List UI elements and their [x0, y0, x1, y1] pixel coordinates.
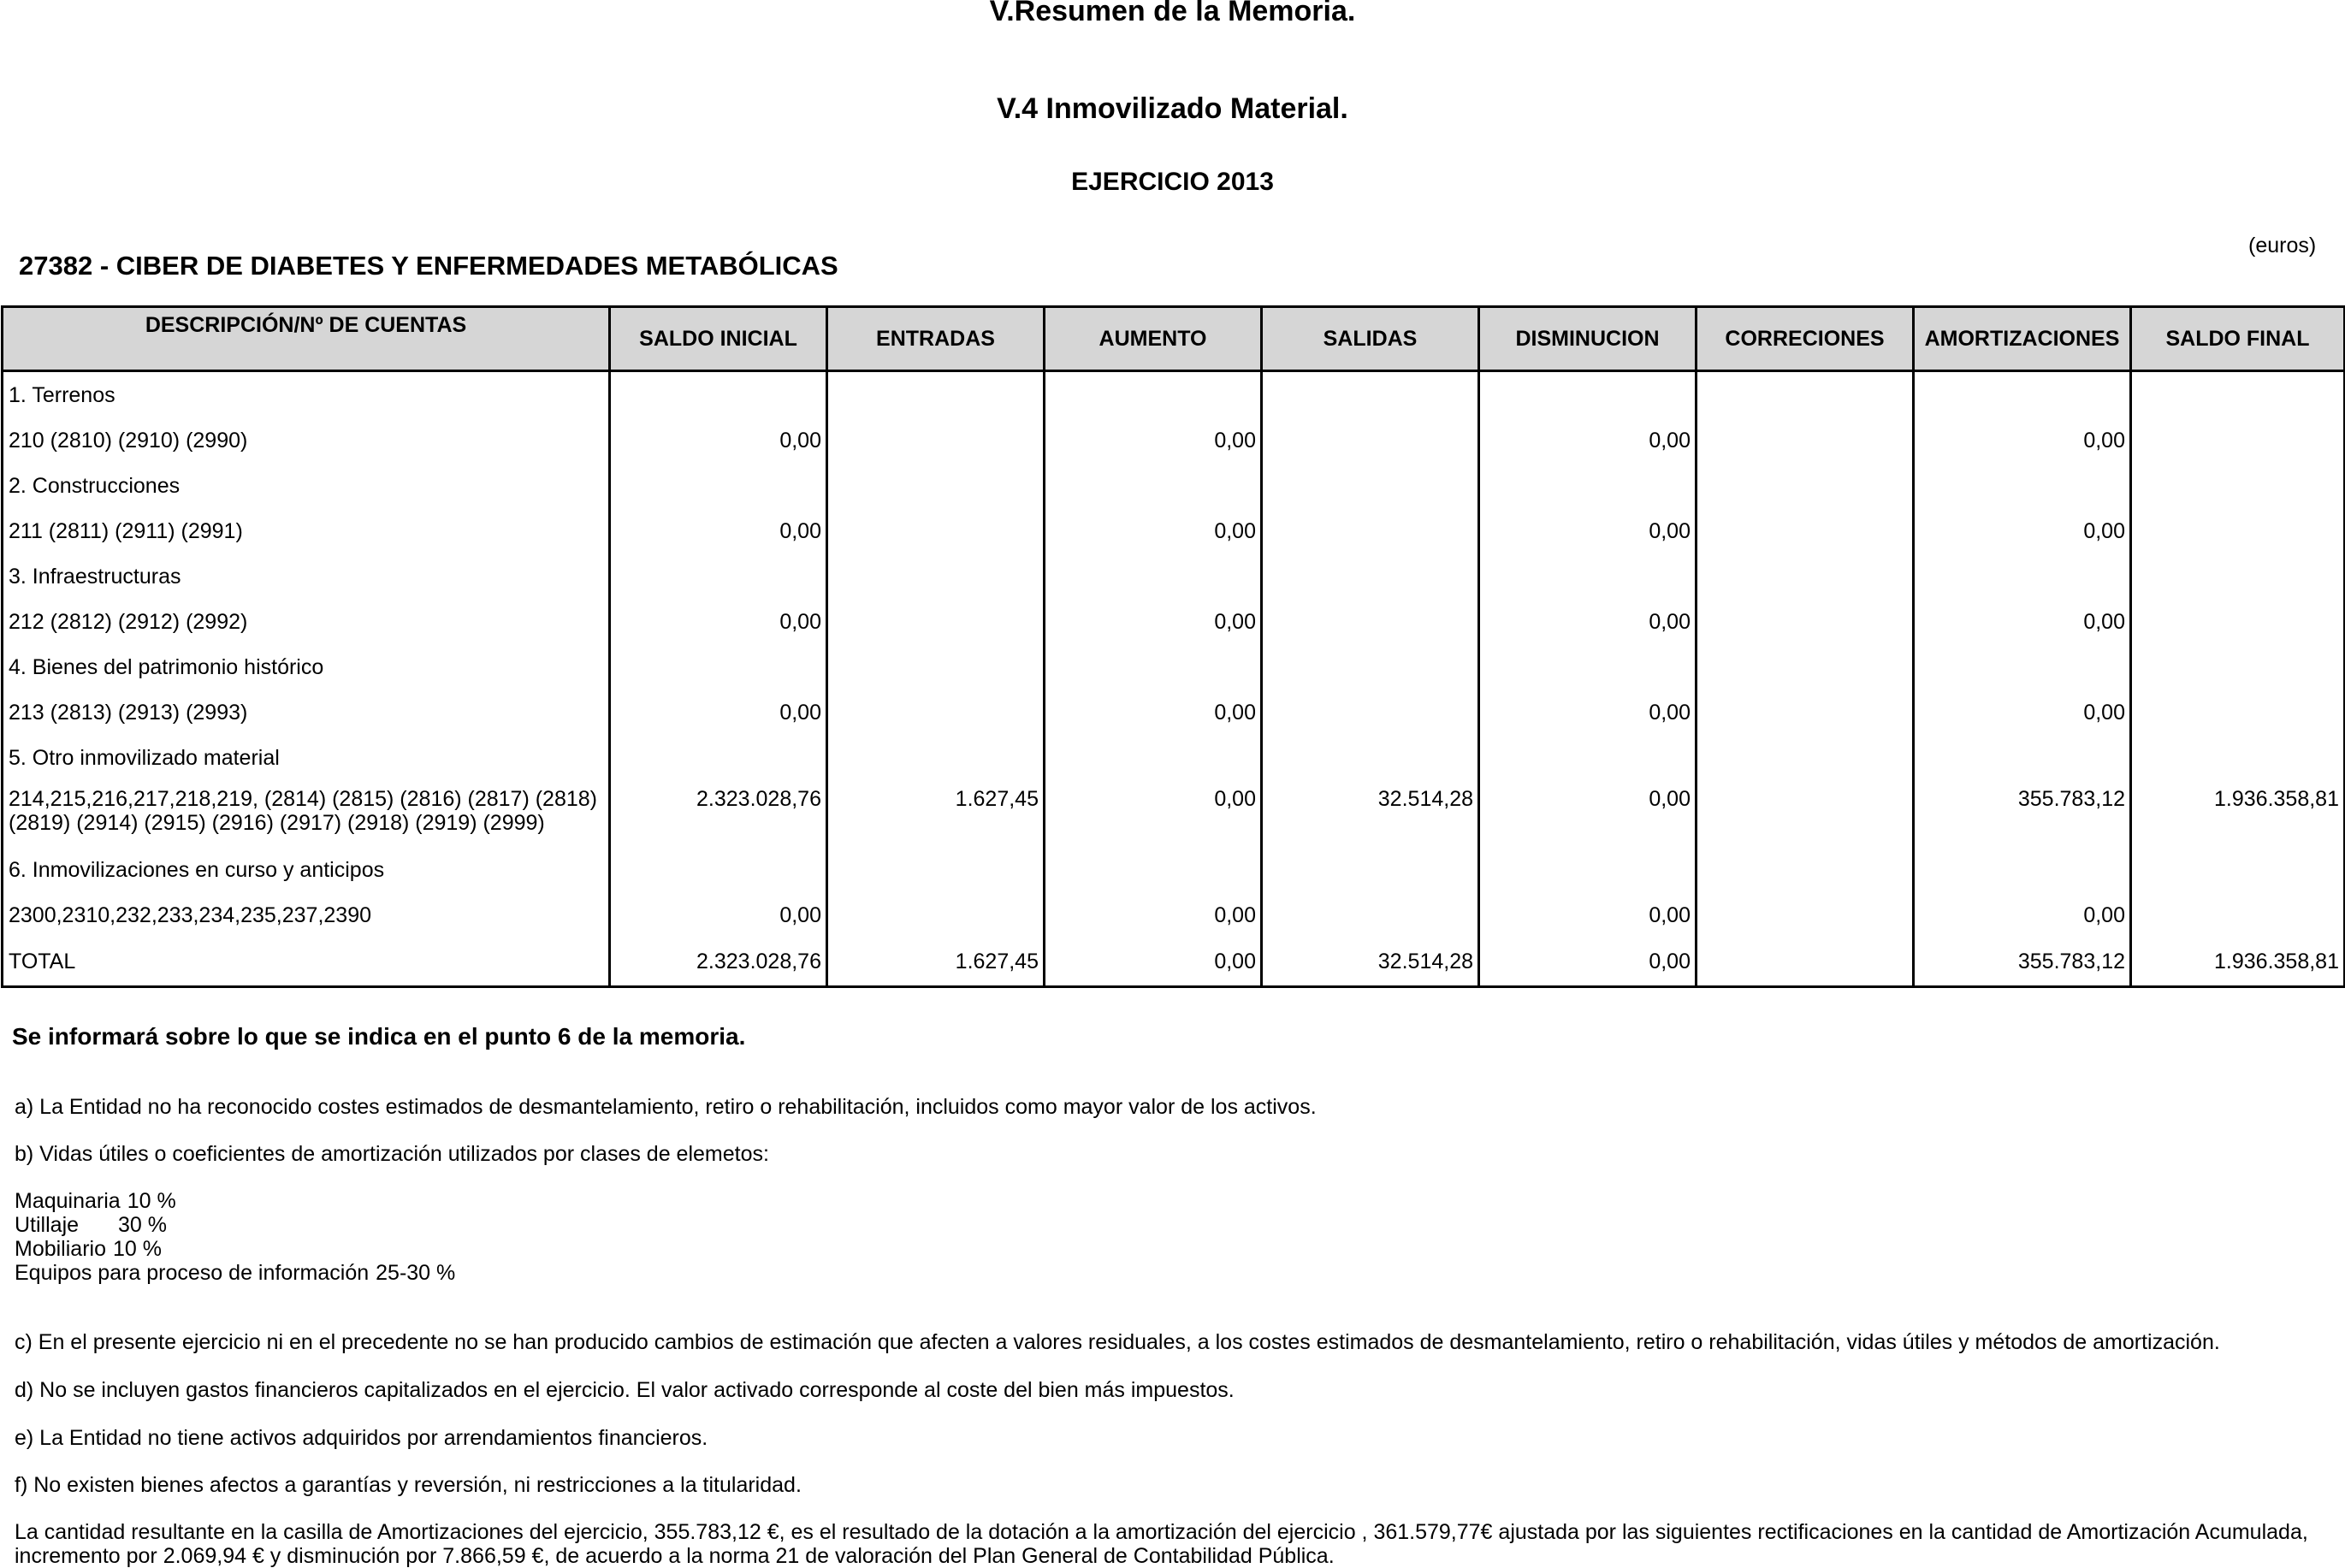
amount-cell: [1697, 735, 1914, 780]
account-description-cell: 213 (2813) (2913) (2993): [3, 689, 610, 735]
amount-cell: 0,00: [610, 689, 827, 735]
amount-cell: 0,00: [1479, 938, 1697, 987]
column-header: AUMENTO: [1045, 307, 1262, 371]
table-row: [3, 599, 2345, 644]
table-row: [3, 553, 2345, 599]
list-item: Equipos para proceso de información 25-30 %: [15, 1261, 456, 1285]
amount-cell: [1262, 847, 1479, 892]
amount-cell: [2131, 735, 2345, 780]
amount-cell: [1479, 735, 1697, 780]
amount-cell: [1479, 644, 1697, 689]
report-subtitle: V.4 Inmovilizado Material.: [997, 92, 1348, 125]
table-row: [3, 689, 2345, 735]
note-final: La cantidad resultante en la casilla de Amortizaciones del ejercicio, 355.783,12 €, es el resultado de la dotación a la amortización del ejercicio , 361.579,77€ ajustada por las siguientes rectificaciones en la cantidad de Amortización Acumulada, incremento por 2.069,94 € y disminución por 7.866,59 €, de acuerdo a la norma 21 de valoración del Plan General de Contabilidad Pública.: [15, 1520, 2308, 1568]
amount-cell: [1914, 847, 2131, 892]
amount-cell: [1262, 417, 1479, 463]
amount-cell: 2.323.028,76: [610, 780, 827, 847]
amount-cell: [1262, 463, 1479, 508]
amount-cell: 0,00: [1045, 892, 1262, 938]
note-a: a) La Entidad no ha reconocido costes estimados de desmantelamiento, retiro o rehabilitación, incluidos como mayor valor de los activos.: [15, 1095, 1317, 1119]
amount-cell: [827, 735, 1045, 780]
account-description-cell: 5. Otro inmovilizado material: [3, 735, 610, 780]
account-description-cell: 4. Bienes del patrimonio histórico: [3, 644, 610, 689]
amount-cell: 0,00: [1479, 599, 1697, 644]
note-e: e) La Entidad no tiene activos adquiridos por arrendamientos financieros.: [15, 1426, 708, 1450]
amount-cell: [2131, 463, 2345, 508]
amount-cell: [2131, 644, 2345, 689]
table-row: [3, 780, 2345, 847]
amount-cell: [1697, 599, 1914, 644]
report-title: V.Resumen de la Memoria.: [989, 0, 1356, 27]
amount-cell: [610, 463, 827, 508]
amount-cell: [1697, 371, 1914, 418]
amount-cell: [1697, 417, 1914, 463]
amount-cell: [1262, 553, 1479, 599]
depreciation-rates-list: [15, 1189, 455, 1285]
amount-cell: [1045, 735, 1262, 780]
account-description-cell: 2. Construcciones: [3, 463, 610, 508]
amount-cell: [1914, 644, 2131, 689]
amount-cell: [610, 553, 827, 599]
account-description-cell: 3. Infraestructuras: [3, 553, 610, 599]
amount-cell: [610, 847, 827, 892]
column-header: SALIDAS: [1262, 307, 1479, 371]
amount-cell: [1697, 780, 1914, 847]
notes-heading: Se informará sobre lo que se indica en el punto 6 de la memoria.: [12, 1023, 746, 1050]
amount-cell: 1.936.358,81: [2131, 780, 2345, 847]
amount-cell: [827, 892, 1045, 938]
amount-cell: [2131, 689, 2345, 735]
amount-cell: 2.323.028,76: [610, 938, 827, 987]
amount-cell: [1262, 508, 1479, 553]
amount-cell: [1914, 735, 2131, 780]
amount-cell: 0,00: [610, 599, 827, 644]
account-description-cell: 1. Terrenos: [3, 371, 610, 418]
amount-cell: 0,00: [1045, 508, 1262, 553]
amount-cell: [1045, 847, 1262, 892]
table-row: [3, 892, 2345, 938]
column-header: SALDO FINAL: [2131, 307, 2345, 371]
amount-cell: [2131, 553, 2345, 599]
amount-cell: [1262, 371, 1479, 418]
amount-cell: [2131, 892, 2345, 938]
amount-cell: 0,00: [610, 417, 827, 463]
amount-cell: [827, 599, 1045, 644]
list-item: Mobiliario 10 %: [15, 1237, 162, 1261]
amount-cell: [827, 689, 1045, 735]
column-header: CORRECIONES: [1697, 307, 1914, 371]
amount-cell: 0,00: [1479, 417, 1697, 463]
fixed-assets-table: [1, 305, 2345, 988]
amount-cell: [1479, 553, 1697, 599]
amount-cell: 0,00: [1045, 417, 1262, 463]
amount-cell: [2131, 371, 2345, 418]
amount-cell: 0,00: [610, 508, 827, 553]
amount-cell: 0,00: [1479, 892, 1697, 938]
amount-cell: [1262, 644, 1479, 689]
amount-cell: [827, 417, 1045, 463]
amount-cell: 355.783,12: [1914, 780, 2131, 847]
column-header: AMORTIZACIONES: [1914, 307, 2131, 371]
table-row: [3, 371, 2345, 418]
amount-cell: 0,00: [1045, 938, 1262, 987]
amount-cell: 0,00: [1045, 780, 1262, 847]
entity-name: 27382 - CIBER DE DIABETES Y ENFERMEDADES METABÓLICAS: [19, 251, 838, 281]
table-row: [3, 508, 2345, 553]
note-b: b) Vidas útiles o coeficientes de amortización utilizados por clases de elemetos:: [15, 1142, 769, 1166]
amount-cell: [827, 553, 1045, 599]
column-header: DISMINUCION: [1479, 307, 1697, 371]
amount-cell: 0,00: [1045, 689, 1262, 735]
amount-cell: 32.514,28: [1262, 938, 1479, 987]
account-description-cell: TOTAL: [3, 938, 610, 987]
account-description-cell: 210 (2810) (2910) (2990): [3, 417, 610, 463]
amount-cell: [827, 847, 1045, 892]
amount-cell: [1262, 689, 1479, 735]
amount-cell: 0,00: [1479, 689, 1697, 735]
amount-cell: 0,00: [1914, 892, 2131, 938]
amount-cell: [1697, 938, 1914, 987]
amount-cell: [610, 371, 827, 418]
table-row: [3, 735, 2345, 780]
table-row: [3, 463, 2345, 508]
list-item: Utillaje 30 %: [15, 1213, 168, 1237]
amount-cell: [827, 371, 1045, 418]
amount-cell: 0,00: [1914, 689, 2131, 735]
amount-cell: [2131, 508, 2345, 553]
account-description-cell: 6. Inmovilizaciones en curso y anticipos: [3, 847, 610, 892]
column-header: ENTRADAS: [827, 307, 1045, 371]
table-row: [3, 847, 2345, 892]
amount-cell: [1914, 553, 2131, 599]
column-header: SALDO INICIAL: [610, 307, 827, 371]
account-description-cell: 212 (2812) (2912) (2992): [3, 599, 610, 644]
amount-cell: [827, 463, 1045, 508]
table-header-row: [3, 307, 2345, 371]
amount-cell: [1697, 892, 1914, 938]
amount-cell: 1.936.358,81: [2131, 938, 2345, 987]
amount-cell: 0,00: [1914, 417, 2131, 463]
amount-cell: [1697, 553, 1914, 599]
amount-cell: [1045, 463, 1262, 508]
table-row: [3, 938, 2345, 987]
amount-cell: [1697, 463, 1914, 508]
note-f: f) No existen bienes afectos a garantías y reversión, ni restricciones a la titularidad.: [15, 1473, 802, 1497]
amount-cell: 0,00: [1045, 599, 1262, 644]
account-description-cell: 214,215,216,217,218,219, (2814) (2815) (2816) (2817) (2818) (2819) (2914) (2915) (2916) (2917) (2918) (2919) (2999): [3, 780, 610, 847]
amount-cell: 32.514,28: [1262, 780, 1479, 847]
amount-cell: 0,00: [1914, 508, 2131, 553]
amount-cell: 1.627,45: [827, 780, 1045, 847]
amount-cell: [1045, 644, 1262, 689]
amount-cell: 355.783,12: [1914, 938, 2131, 987]
account-description-cell: 211 (2811) (2911) (2991): [3, 508, 610, 553]
amount-cell: [2131, 847, 2345, 892]
amount-cell: [1262, 892, 1479, 938]
amount-cell: [827, 508, 1045, 553]
account-description-cell: 2300,2310,232,233,234,235,237,2390: [3, 892, 610, 938]
amount-cell: [2131, 417, 2345, 463]
column-header: DESCRIPCIÓN/Nº DE CUENTAS: [3, 307, 610, 371]
note-c: c) En el presente ejercicio ni en el precedente no se han producido cambios de estimación que afecten a valores residuales, a los costes estimados de desmantelamiento, retiro o rehabilitación, vidas útiles y métodos de amortización.: [15, 1330, 2220, 1354]
amount-cell: [1697, 689, 1914, 735]
amount-cell: 0,00: [1479, 508, 1697, 553]
amount-cell: [1914, 463, 2131, 508]
amount-cell: [1045, 553, 1262, 599]
amount-cell: [827, 644, 1045, 689]
amount-cell: [610, 644, 827, 689]
amount-cell: [1262, 735, 1479, 780]
amount-cell: 1.627,45: [827, 938, 1045, 987]
amount-cell: 0,00: [1914, 599, 2131, 644]
amount-cell: 0,00: [610, 892, 827, 938]
amount-cell: [610, 735, 827, 780]
amount-cell: [1697, 508, 1914, 553]
amount-cell: [1262, 599, 1479, 644]
amount-cell: [1479, 847, 1697, 892]
amount-cell: [1697, 644, 1914, 689]
amount-cell: 0,00: [1479, 780, 1697, 847]
list-item: Maquinaria 10 %: [15, 1189, 176, 1213]
amount-cell: [1045, 371, 1262, 418]
amount-cell: [1479, 371, 1697, 418]
note-d: d) No se incluyen gastos financieros capitalizados en el ejercicio. El valor activado corresponde al coste del bien más impuestos.: [15, 1378, 1235, 1402]
amount-cell: [1914, 371, 2131, 418]
exercise-year: EJERCICIO 2013: [1071, 168, 1274, 196]
amount-cell: [2131, 599, 2345, 644]
currency-units: (euros): [2248, 234, 2317, 257]
amount-cell: [1479, 463, 1697, 508]
table-row: [3, 417, 2345, 463]
table-row: [3, 644, 2345, 689]
amount-cell: [1697, 847, 1914, 892]
